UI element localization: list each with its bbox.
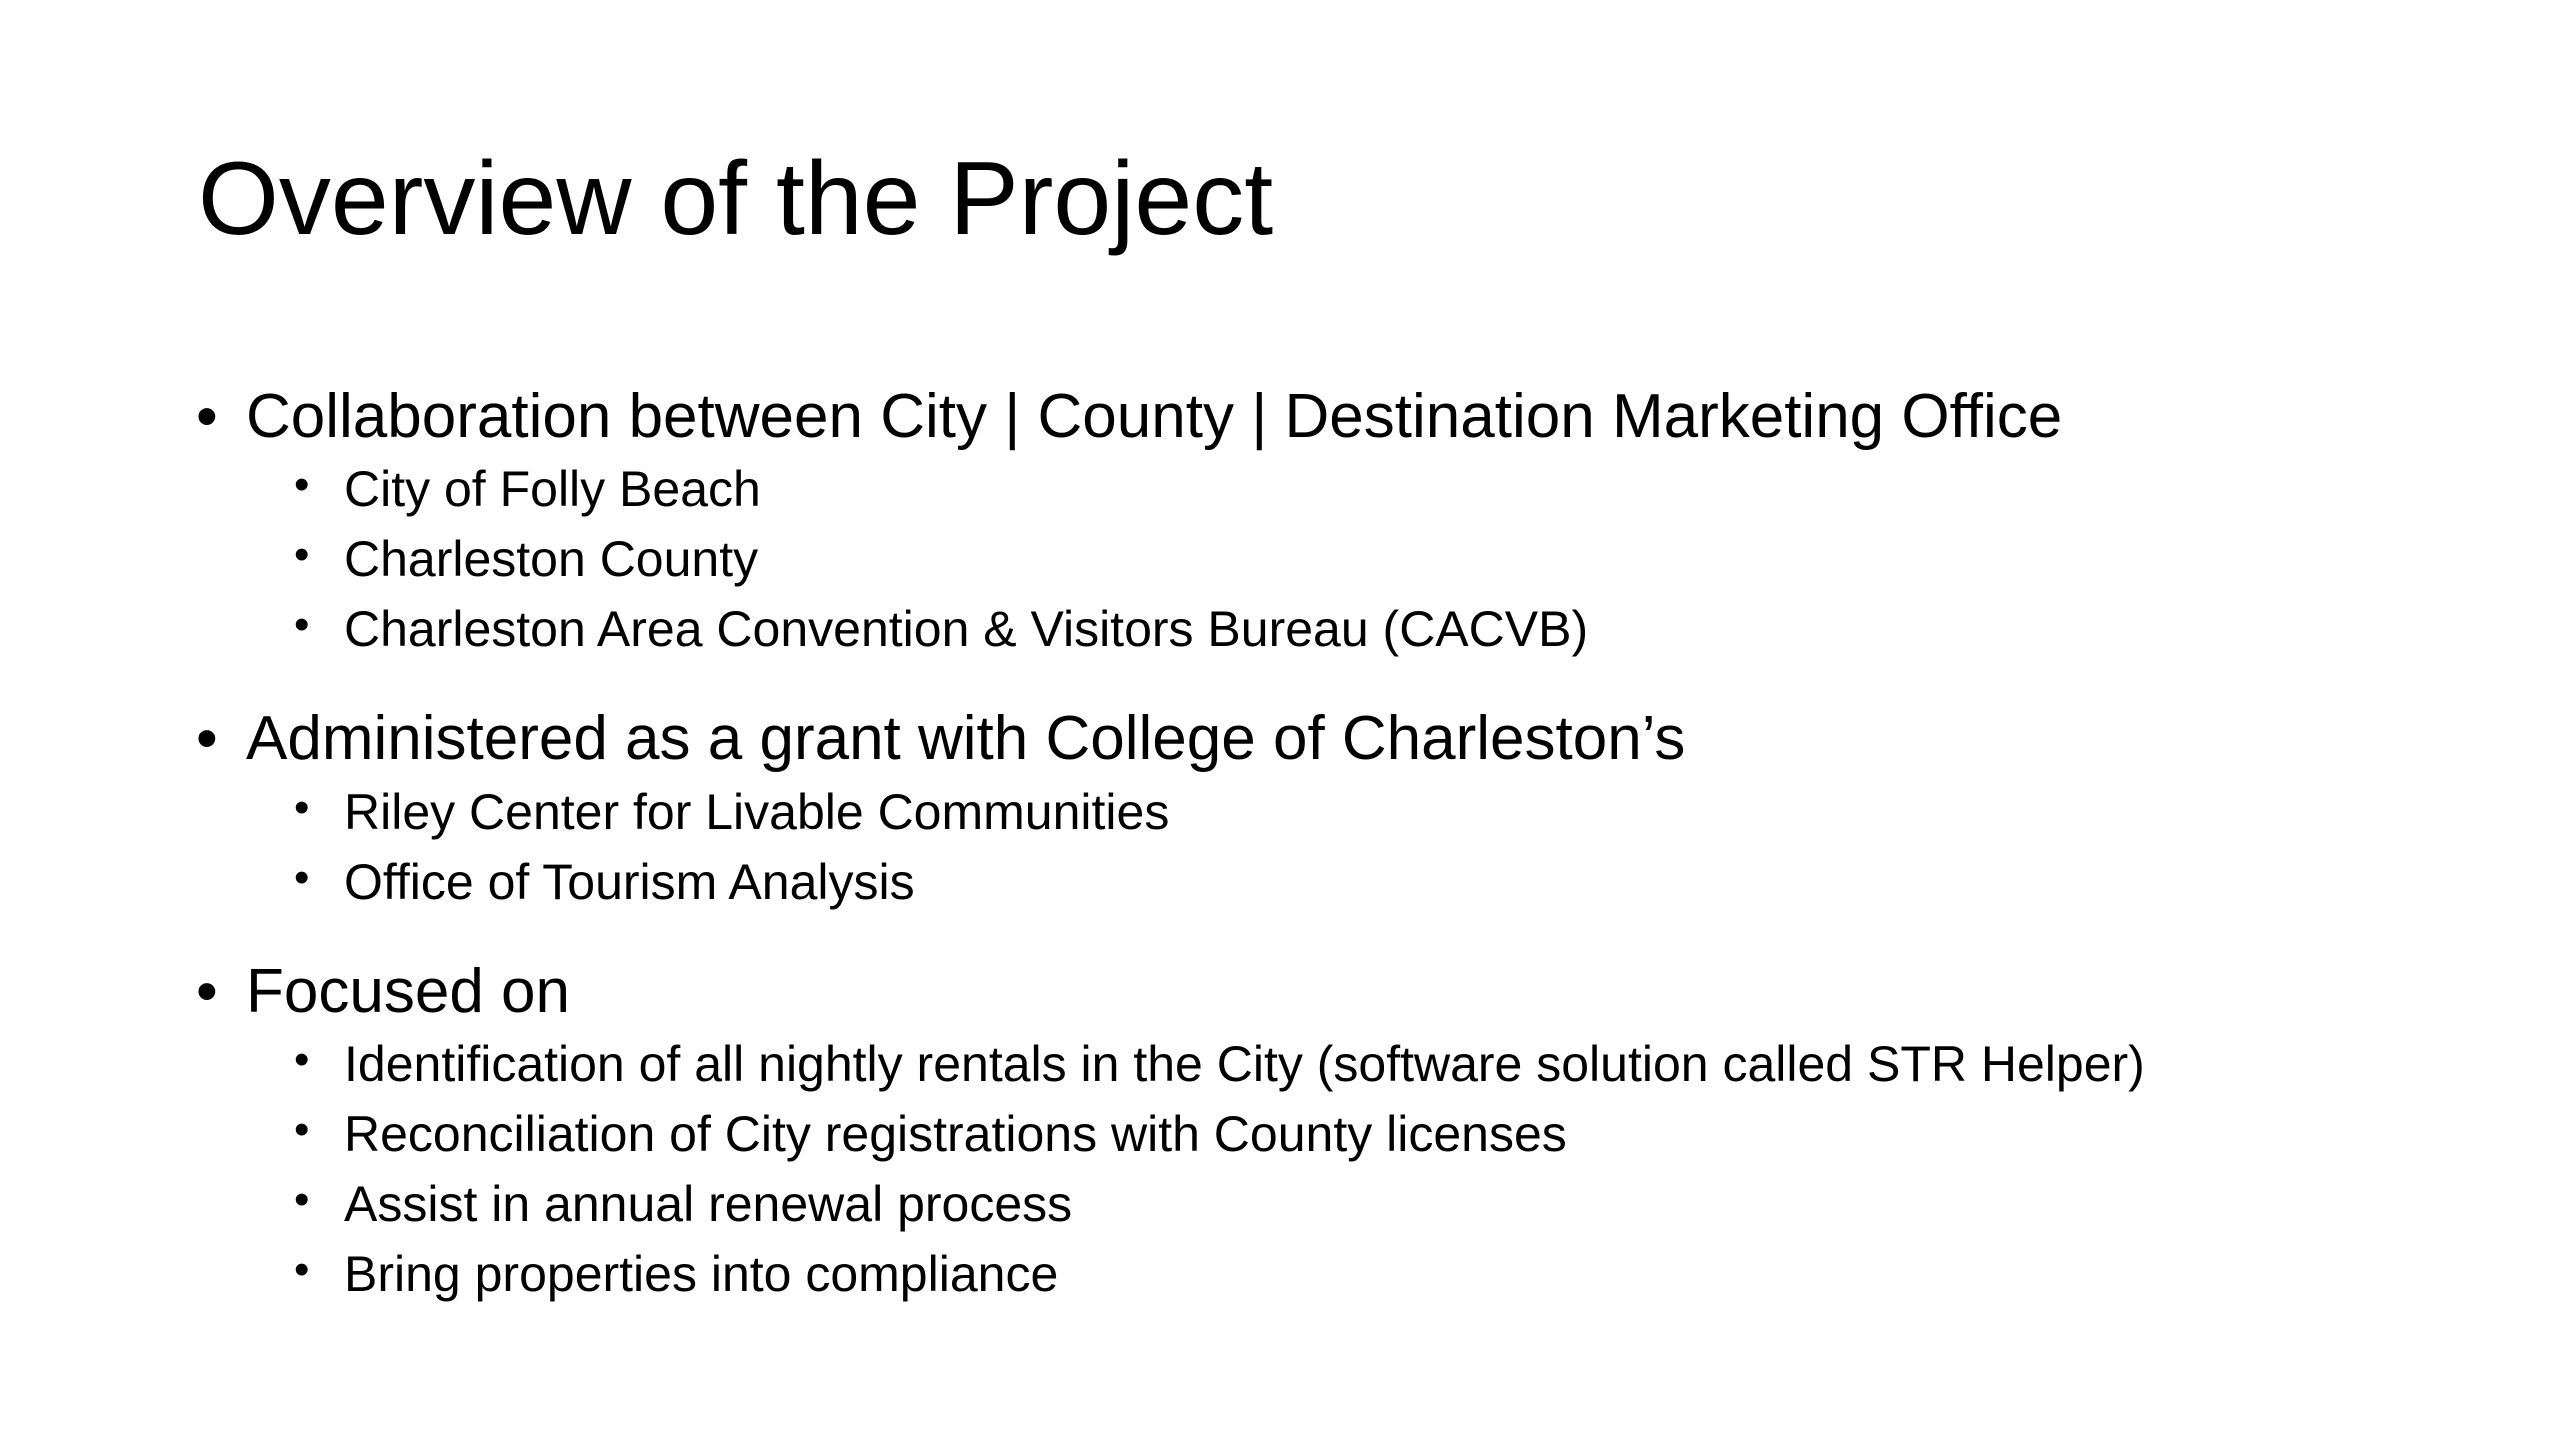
- sub-bullet-text: City of Folly Beach: [344, 461, 761, 518]
- sub-bullet-marker: •: [294, 782, 310, 832]
- sub-bullet-text: Identification of all nightly rentals in the City (software solution called STR Helper): [344, 1036, 2145, 1093]
- sub-bullet-compliance: [196, 1239, 2446, 1309]
- sub-bullet-marker: •: [294, 1175, 310, 1225]
- bullet-focused-on: [196, 955, 2446, 1029]
- bullet-marker: •: [196, 956, 218, 1026]
- bullet-collaboration: [196, 380, 2446, 454]
- sub-bullet-reconciliation: [196, 1099, 2446, 1169]
- sub-bullet-identification: [196, 1029, 2446, 1099]
- sub-bullet-cacvb: [196, 594, 2446, 664]
- sub-bullet-text: Charleston County: [344, 531, 759, 588]
- bullet-marker: •: [196, 382, 218, 451]
- bullet-text: Focused on: [246, 956, 570, 1026]
- sub-bullet-marker: •: [294, 530, 310, 580]
- slide-title: Overview of the Project: [198, 141, 1274, 257]
- bullet-list: [196, 380, 2446, 1309]
- bullet-administered: [196, 702, 2446, 776]
- sub-bullet-folly-beach: [196, 454, 2446, 524]
- sub-bullet-text: Bring properties into compliance: [344, 1246, 1059, 1303]
- sub-bullet-marker: •: [294, 852, 310, 902]
- sub-bullet-charleston-county: [196, 524, 2446, 594]
- sub-bullet-renewal: [196, 1169, 2446, 1239]
- sub-bullet-text: Reconciliation of City registrations with County licenses: [344, 1106, 1567, 1163]
- sub-bullet-marker: •: [294, 1245, 310, 1295]
- sub-bullet-text: Office of Tourism Analysis: [344, 853, 915, 910]
- sub-bullet-marker: •: [294, 1105, 310, 1155]
- sub-bullet-riley-center: [196, 777, 2446, 847]
- sub-bullet-text: Assist in annual renewal process: [344, 1176, 1073, 1233]
- sub-bullet-marker: •: [294, 600, 310, 650]
- bullet-marker: •: [196, 704, 218, 774]
- sub-bullet-text: Charleston Area Convention & Visitors Bureau (CACVB): [344, 601, 1589, 658]
- bullet-text: Administered as a grant with College of Charleston’s: [246, 704, 1686, 774]
- sub-bullet-tourism-analysis: [196, 847, 2446, 917]
- sub-bullet-marker: •: [294, 1035, 310, 1085]
- bullet-text: Collaboration between City | County | Destination Marketing Office: [246, 382, 2063, 451]
- sub-bullet-marker: •: [294, 460, 310, 510]
- sub-bullet-text: Riley Center for Livable Communities: [344, 783, 1170, 840]
